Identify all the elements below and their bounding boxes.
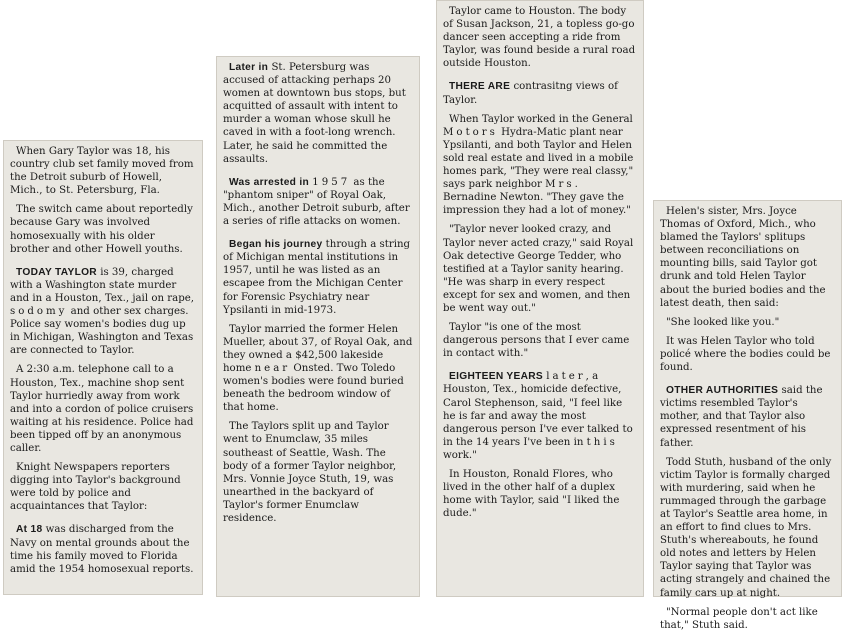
text-run: through a string of Michigan mental institutions in 1957, until he was listed as an escapee from the Michigan Center for Forensic Psychiatry near Ypsilanti in mid-1973. (223, 239, 411, 316)
paragraph: In Houston, Ronald Flores, who lived in the other half of a duplex home with Taylor, said "I liked the dude." (443, 469, 620, 520)
article-column-4 (653, 200, 842, 631)
text-run: is 39, charged with a Washington state murder and in a Houston, Tex., jail on rape, (10, 266, 194, 304)
paragraph (10, 523, 196, 575)
paragraph-lead: EIGHTEEN YEARS (449, 371, 544, 383)
article-column-2 (216, 56, 420, 597)
paragraph: "Taylor never looked crazy, and Taylor never acted crazy," said Royal Oak detective George Tedder, who testified at a Taylor sanity hearing. "He was sharp in every respect except for sex and women, and then be went way out." (443, 224, 634, 314)
text-run: and other sex charges. Police say women's bodies dug up in Michigan, Washington and Texas are connected to Taylor. (10, 306, 194, 357)
paragraph: Helen's sister, Mrs. Joyce Thomas of Oxford, Mich., who blamed the Taylors' splitups between reconciliations on mounting bills, said Taylor got drunk and told Helen Taylor about the buried bodies and the latest death, then said: (660, 206, 826, 309)
article-column-3 (436, 0, 644, 597)
text-run: St. Petersburg was accused of attacking perhaps 20 women at downtown bus stops, but acquitted of assault with intent to murder a woman whose skull he caved in with a foot-long wrench. Later, he said he committed the assaults. (223, 62, 406, 165)
paragraph (443, 80, 637, 106)
text-run: When Taylor worked in the General (449, 113, 633, 125)
paragraph: Knight Newspapers reporters digging into Taylor's background were told by police and acquaintances that Taylor: (10, 462, 181, 513)
paragraph-lead: TODAY TAYLOR (16, 266, 97, 278)
text-run-spaced: sodomy (10, 306, 68, 318)
text-run: Onsted. Two Toledo women's bodies were found buried beneath the bedroom window of that home. (223, 362, 404, 414)
paragraph-lead: OTHER AUTHORITIES (666, 385, 779, 397)
text-run: as the "phantom sniper" of Royal Oak, Mich., another Detroit suburb, after a series of rifle attacks on women. (223, 176, 410, 228)
paragraph: When Gary Taylor was 18, his country club set family moved from the Detroit suburb of Howell, Mich., to St. Petersburg, Fla. (10, 146, 194, 197)
text-run: was discharged from the Navy on mental grounds about the time his family moved to Florida amid the 1954 homosexual reports. (10, 524, 194, 575)
text-run: Bernadine Newton. "They gave the impression they had a lot of money." (443, 192, 631, 217)
paragraph (223, 61, 413, 166)
text-run-spaced: later (546, 371, 586, 383)
text-run-spaced: near (254, 362, 291, 374)
text-run: Hydra-Matic plant near Ypsilanti, and both Taylor and Helen sold real estate and lived in a mobile homes park, "They were real classy," says park neighbor (443, 126, 634, 191)
paragraph (660, 384, 835, 449)
paragraph (10, 266, 196, 358)
paragraph (223, 176, 413, 228)
text-run: said the victims resembled Taylor's mother, and that Taylor also expressed resentment of his father. (660, 385, 823, 449)
paragraph (443, 113, 637, 218)
text-run: , a Houston, Tex., homicide defective, Carol Stephenson, said, "I feel like he is far and away the most dangerous person I've ever talked to in the 14 years I've been in (443, 371, 633, 448)
text-run: work." (443, 449, 477, 461)
paragraph: The Taylors split up and Taylor went to Enumclaw, 35 miles southeast of Seattle, Wash. The body of a former Taylor neighbor, Mrs. Vonnie Joyce Stuth, 19, was unearthed in the backyard of Taylor's former Enumclaw residence. (223, 421, 397, 524)
paragraph (223, 238, 413, 317)
paragraph: Todd Stuth, husband of the only victim Taylor is formally charged with murdering, said when he rummaged through the garbage at Taylor's Seattle area home, in an effort to find clues to Mrs. Stuth's whereabouts, he found old notes and letters by Helen Taylor saying that Taylor was acting strangely and chained the family cars up at night. (660, 456, 832, 599)
paragraph (443, 370, 637, 462)
text-run-spaced: Mrs. (545, 179, 581, 191)
article-column-1 (3, 140, 203, 595)
paragraph-lead: Began his journey (229, 239, 323, 251)
paragraph: Taylor "is one of the most dangerous persons that I ever came in contact with." (443, 322, 630, 360)
paragraph: Taylor came to Houston. The body of Susan Jackson, 21, a topless go-go dancer seen accepting a ride from Taylor, was found beside a rural road outside Houston. (443, 6, 636, 70)
paragraph (223, 323, 413, 415)
text-run: Taylor married the former Helen Mueller, about 37, of Royal Oak, and they owned a $42,500 lakeside home (223, 323, 413, 374)
paragraph: "She looked like you." (666, 316, 780, 328)
text-run: contrasitng views of Taylor. (443, 81, 618, 106)
paragraph-lead: THERE ARE (449, 81, 511, 93)
paragraph: "Normal people don't act like that," Stuth said. (660, 606, 818, 631)
text-run-spaced: Motors (443, 126, 498, 138)
paragraph: A 2:30 a.m. telephone call to a Houston, Tex., machine shop sent Taylor hurriedly away from work and into a cordon of police cruisers waiting at his residence. Police had been tipped off by an anonymous caller. (10, 364, 194, 454)
paragraph-lead: Later in (229, 62, 269, 73)
text-run-spaced: 1957 (312, 176, 351, 188)
text-run-spaced: this (586, 436, 618, 448)
paragraph: It was Helen Taylor who told policé where the bodies could be found. (660, 335, 831, 374)
paragraph-lead: Was arrested in (229, 176, 309, 188)
paragraph-lead: At 18 (16, 524, 43, 536)
paragraph: The switch came about reportedly because Gary was involved homosexually with his older brother and other Howell youths. (10, 204, 193, 255)
